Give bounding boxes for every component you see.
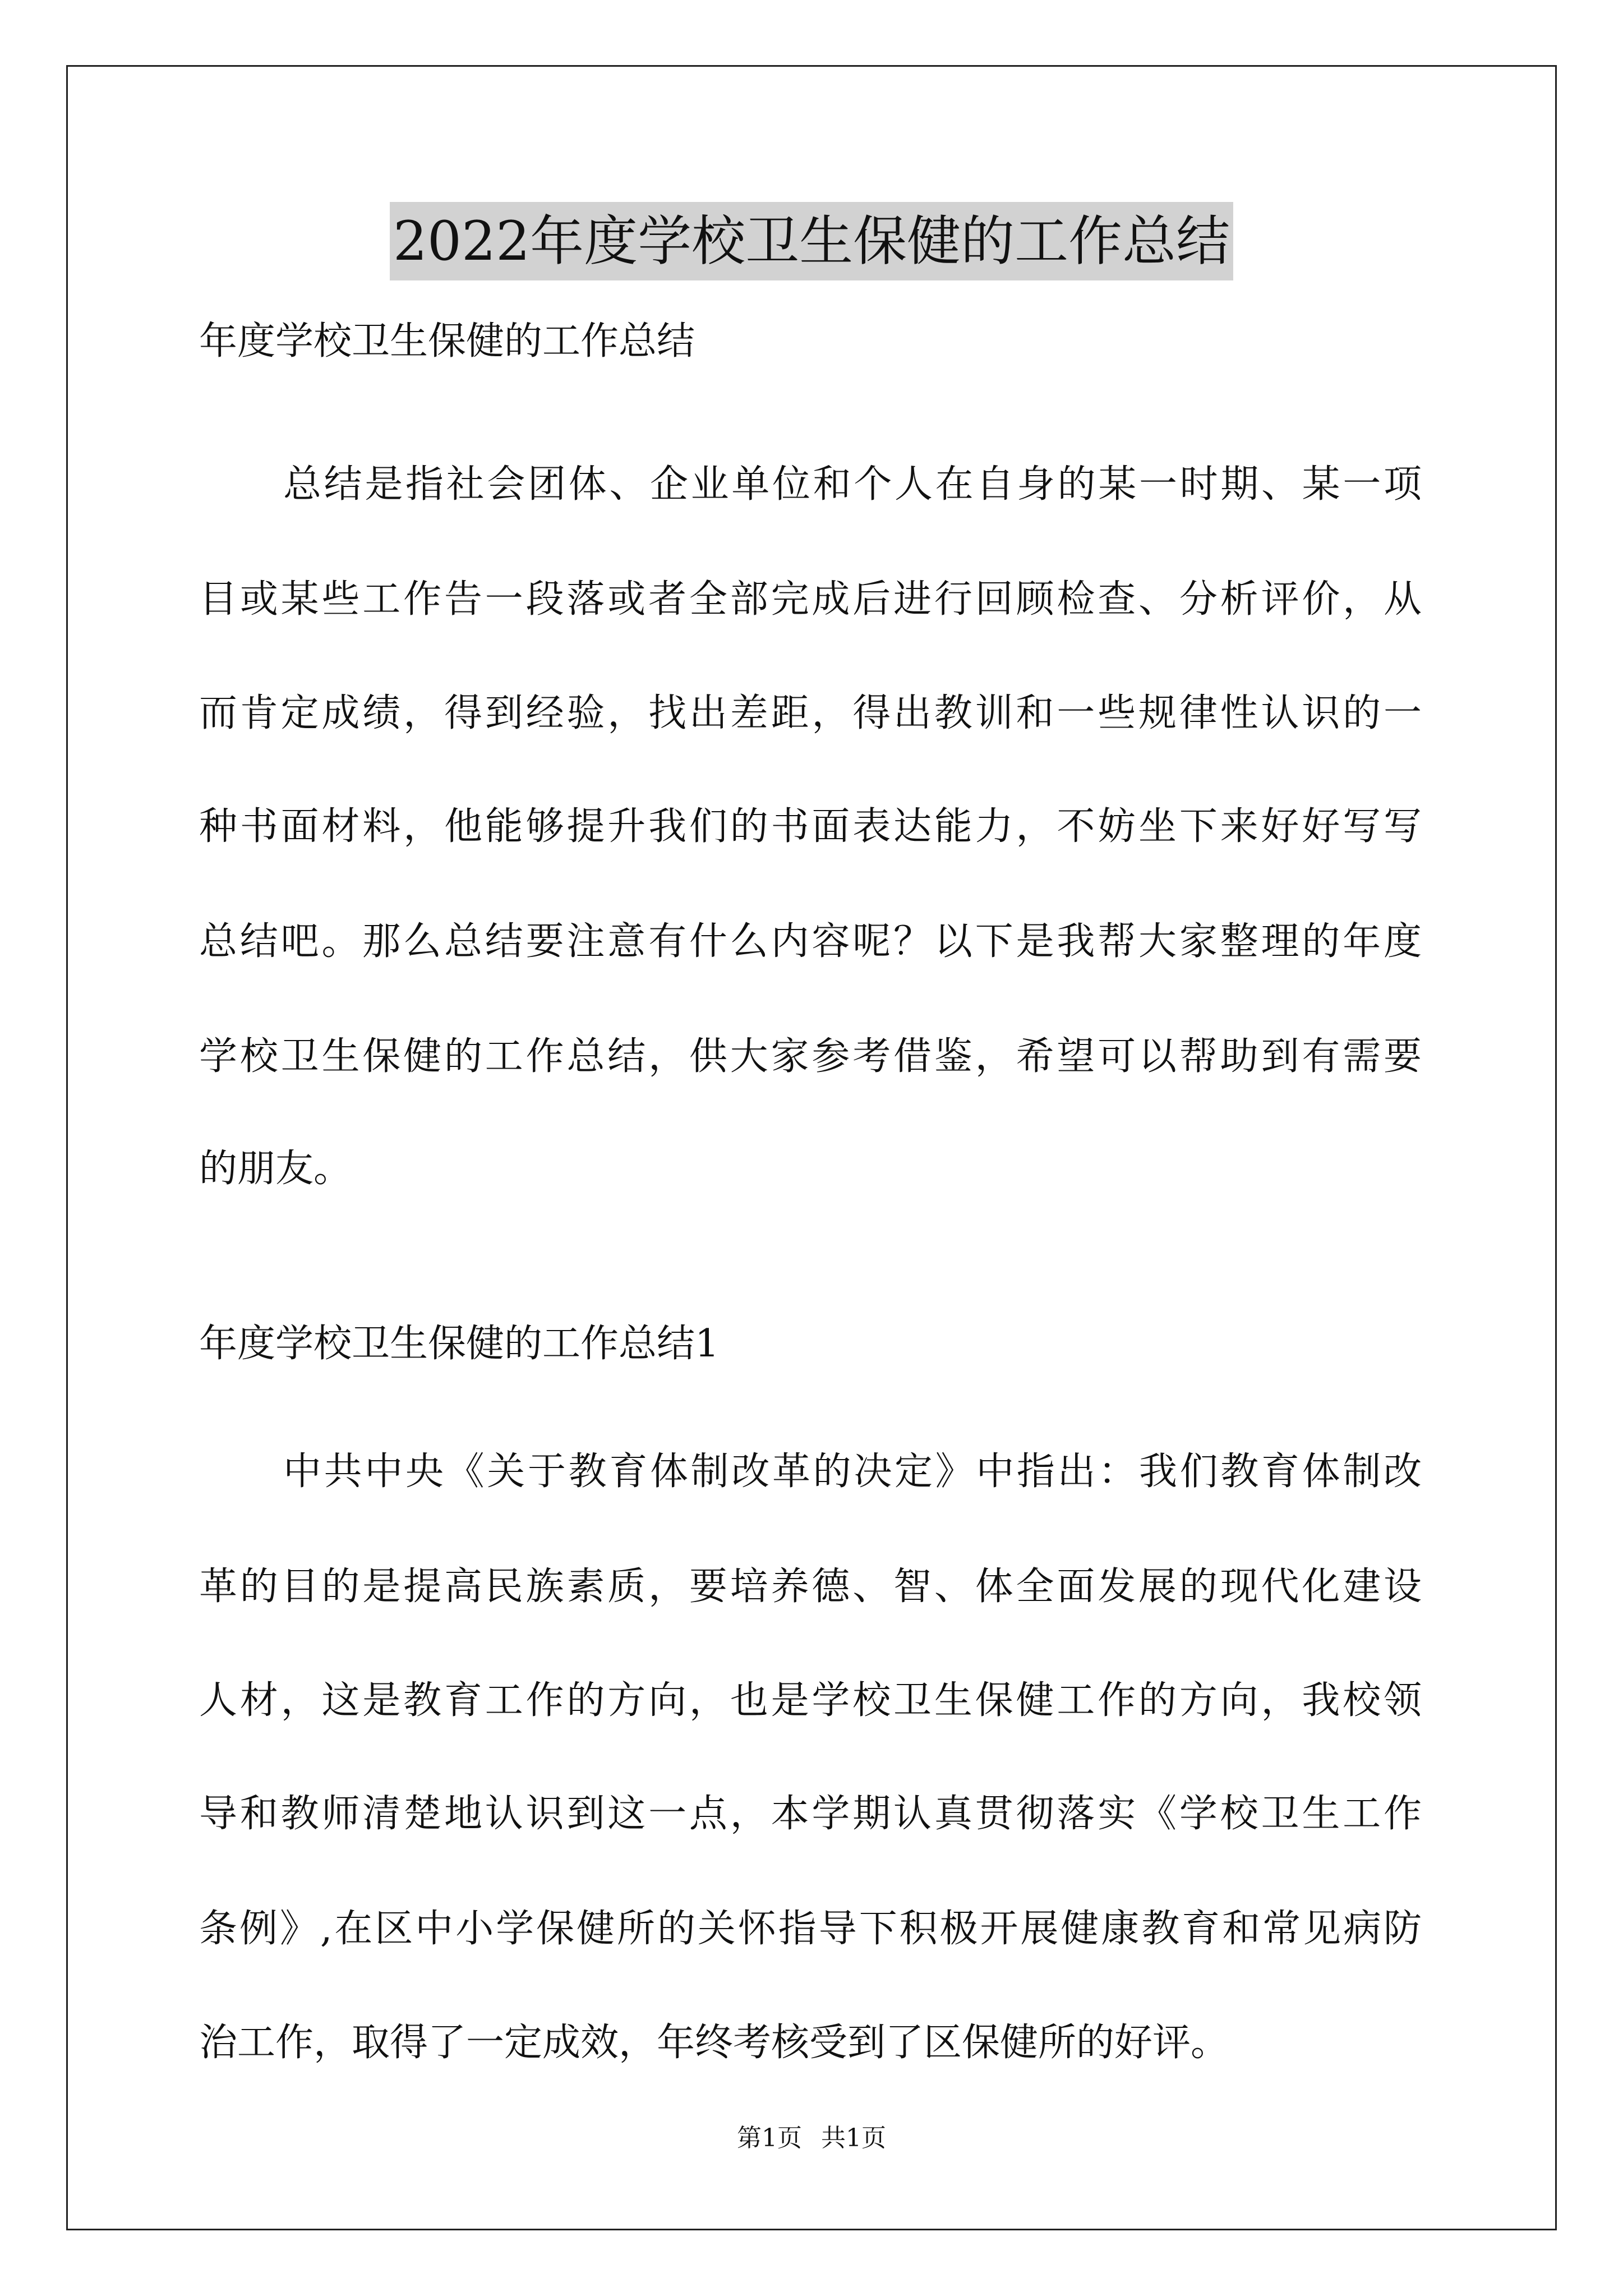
intro-line: 学校卫生保健的工作总结，供大家参考借鉴，希望可以帮助到有需要 (199, 1034, 1422, 1079)
page-number-total: 共1页 (821, 2124, 886, 2152)
body-line: 中共中央《关于教育体制改革的决定》中指出：我们教育体制改 (283, 1450, 1422, 1494)
intro-line: 种书面材料，他能够提升我们的书面表达能力，不妨坐下来好好写写 (199, 804, 1422, 849)
body-line: 导和教师清楚地认识到这一点，本学期认真贯彻落实《学校卫生工作 (199, 1792, 1422, 1836)
page-number-current: 第1页 (737, 2124, 802, 2152)
body-line: 革的目的是提高民族素质，要培养德、智、体全面发展的现代化建设 (199, 1565, 1422, 1609)
subheading-1: 年度学校卫生保健的工作总结 (199, 319, 695, 364)
body-line: 人材，这是教育工作的方向，也是学校卫生保健工作的方向，我校领 (199, 1678, 1422, 1723)
intro-line: 总结吧。那么总结要注意有什么内容呢？以下是我帮大家整理的年度 (199, 919, 1422, 964)
intro-line: 而肯定成绩，得到经验，找出差距，得出教训和一些规律性认识的一 (199, 691, 1422, 735)
intro-line: 目或某些工作告一段落或者全部完成后进行回顾检查、分析评价，从 (199, 577, 1422, 622)
document-title: 2022年度学校卫生保健的工作总结 (390, 202, 1233, 280)
subheading-2: 年度学校卫生保健的工作总结1 (199, 1322, 720, 1366)
intro-line: 总结是指社会团体、企业单位和个人在自身的某一时期、某一项 (283, 462, 1422, 507)
body-line: 治工作，取得了一定成效，年终考核受到了区保健所的好评。 (199, 2021, 1229, 2065)
intro-line: 的朋友。 (199, 1147, 352, 1191)
body-line: 条例》,在区中小学保健所的关怀指导下积极开展健康教育和常见病防 (199, 1907, 1422, 1951)
page-footer (0, 2126, 1623, 2151)
title-container (0, 202, 1623, 280)
